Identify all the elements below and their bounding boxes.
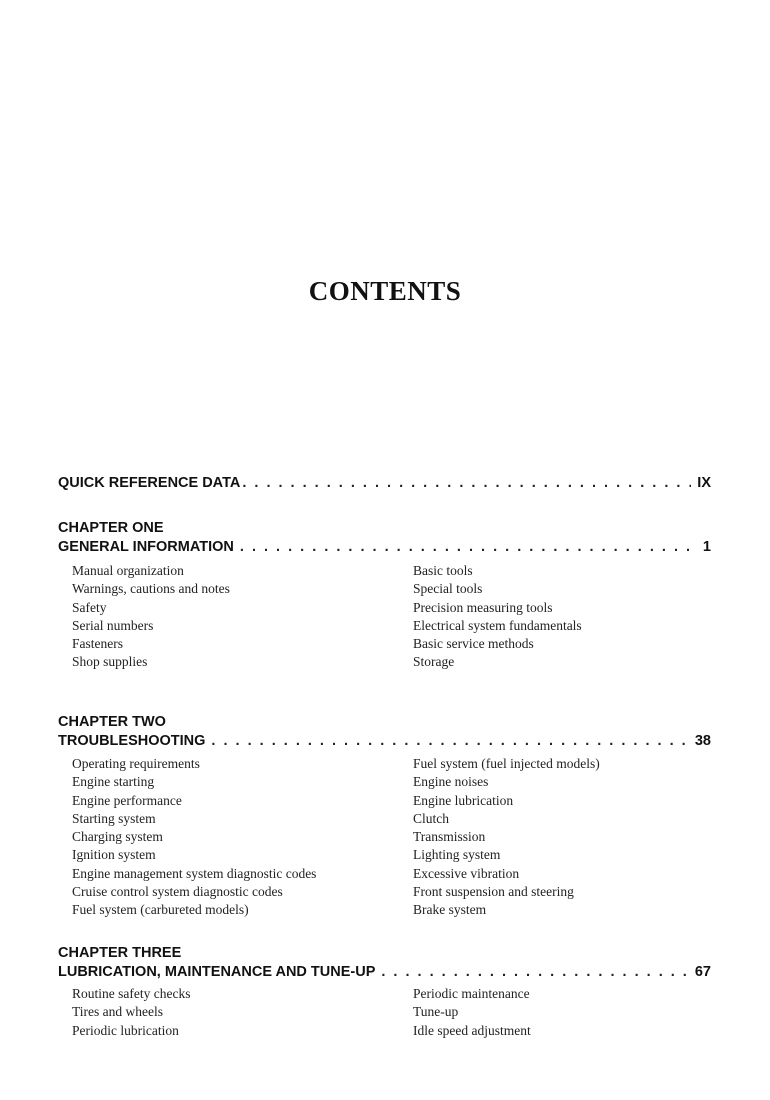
chapter-three-topics	[72, 985, 692, 1040]
topic-item: Basic service methods	[413, 636, 534, 652]
page-title: CONTENTS	[308, 276, 462, 306]
topic-item: Electrical system fundamentals	[413, 617, 582, 633]
topics-right-column	[413, 562, 692, 672]
topic-item: Tune-up	[413, 1004, 459, 1020]
chapter-one-topics	[72, 562, 692, 672]
chapter-label: CHAPTER TWO	[58, 714, 166, 730]
topic-item: Brake system	[413, 902, 487, 918]
topic-item: Periodic maintenance	[413, 986, 530, 1001]
topic-item: Fasteners	[72, 636, 123, 652]
topic-item: Fuel system (carbureted models)	[72, 902, 249, 918]
topic-item: Lighting system	[413, 847, 501, 863]
topic-item: Storage	[413, 654, 455, 670]
topic-item: Routine safety checks	[72, 986, 191, 1001]
toc-entry-chapter-three[interactable]	[58, 944, 711, 982]
toc-entry-quick-reference[interactable]	[58, 474, 711, 493]
chapter-title: GENERAL INFORMATION	[58, 539, 234, 555]
topic-item: Serial numbers	[72, 617, 154, 633]
page-number: 38	[694, 733, 711, 749]
dot-leader	[242, 474, 691, 493]
page-number: IX	[697, 475, 711, 491]
topic-item: Engine noises	[413, 774, 489, 790]
topic-item: Idle speed adjustment	[413, 1022, 531, 1038]
topic-item: Charging system	[72, 829, 163, 845]
topic-item: Clutch	[413, 810, 449, 826]
chapter-two-topics	[72, 755, 692, 920]
topics-left-column	[72, 985, 413, 1040]
page-number: 67	[694, 964, 711, 980]
topic-item: Precision measuring tools	[413, 599, 553, 615]
chapter-label: CHAPTER ONE	[58, 520, 164, 536]
topic-item: Engine management system diagnostic codes	[72, 865, 317, 881]
topic-item: Periodic lubrication	[72, 1022, 179, 1038]
chapter-title: TROUBLESHOOTING	[58, 733, 206, 749]
topics-right-column	[413, 985, 692, 1040]
topic-item: Engine lubrication	[413, 792, 514, 808]
topic-item: Basic tools	[413, 563, 473, 578]
chapter-title: LUBRICATION, MAINTENANCE AND TUNE-UP	[58, 964, 376, 980]
topic-item: Transmission	[413, 829, 486, 845]
topic-item: Engine performance	[72, 792, 182, 808]
toc-entry-chapter-one[interactable]	[58, 519, 711, 557]
topic-item: Safety	[72, 599, 107, 615]
topics-left-column	[72, 562, 413, 672]
topic-item: Ignition system	[72, 847, 156, 863]
dot-leader	[240, 538, 697, 557]
topic-item: Starting system	[72, 810, 156, 826]
dot-leader	[381, 963, 688, 982]
topics-left-column	[72, 755, 413, 920]
topic-item: Excessive vibration	[413, 865, 520, 881]
topic-item: Shop supplies	[72, 654, 148, 670]
topic-item: Manual organization	[72, 563, 184, 578]
topic-item: Operating requirements	[72, 756, 200, 771]
topic-item: Tires and wheels	[72, 1004, 163, 1020]
topic-item: Engine starting	[72, 774, 155, 790]
chapter-label: CHAPTER THREE	[58, 945, 182, 961]
topic-item: Cruise control system diagnostic codes	[72, 884, 283, 900]
entry-title: QUICK REFERENCE DATA	[58, 475, 241, 491]
topic-item: Fuel system (fuel injected models)	[413, 756, 600, 771]
toc-entry-chapter-two[interactable]	[58, 713, 711, 751]
dot-leader	[211, 732, 688, 751]
topic-item: Warnings, cautions and notes	[72, 581, 230, 597]
topic-item: Front suspension and steering	[413, 884, 574, 900]
topic-item: Special tools	[413, 581, 483, 597]
topics-right-column	[413, 755, 692, 920]
page-number: 1	[702, 539, 711, 555]
